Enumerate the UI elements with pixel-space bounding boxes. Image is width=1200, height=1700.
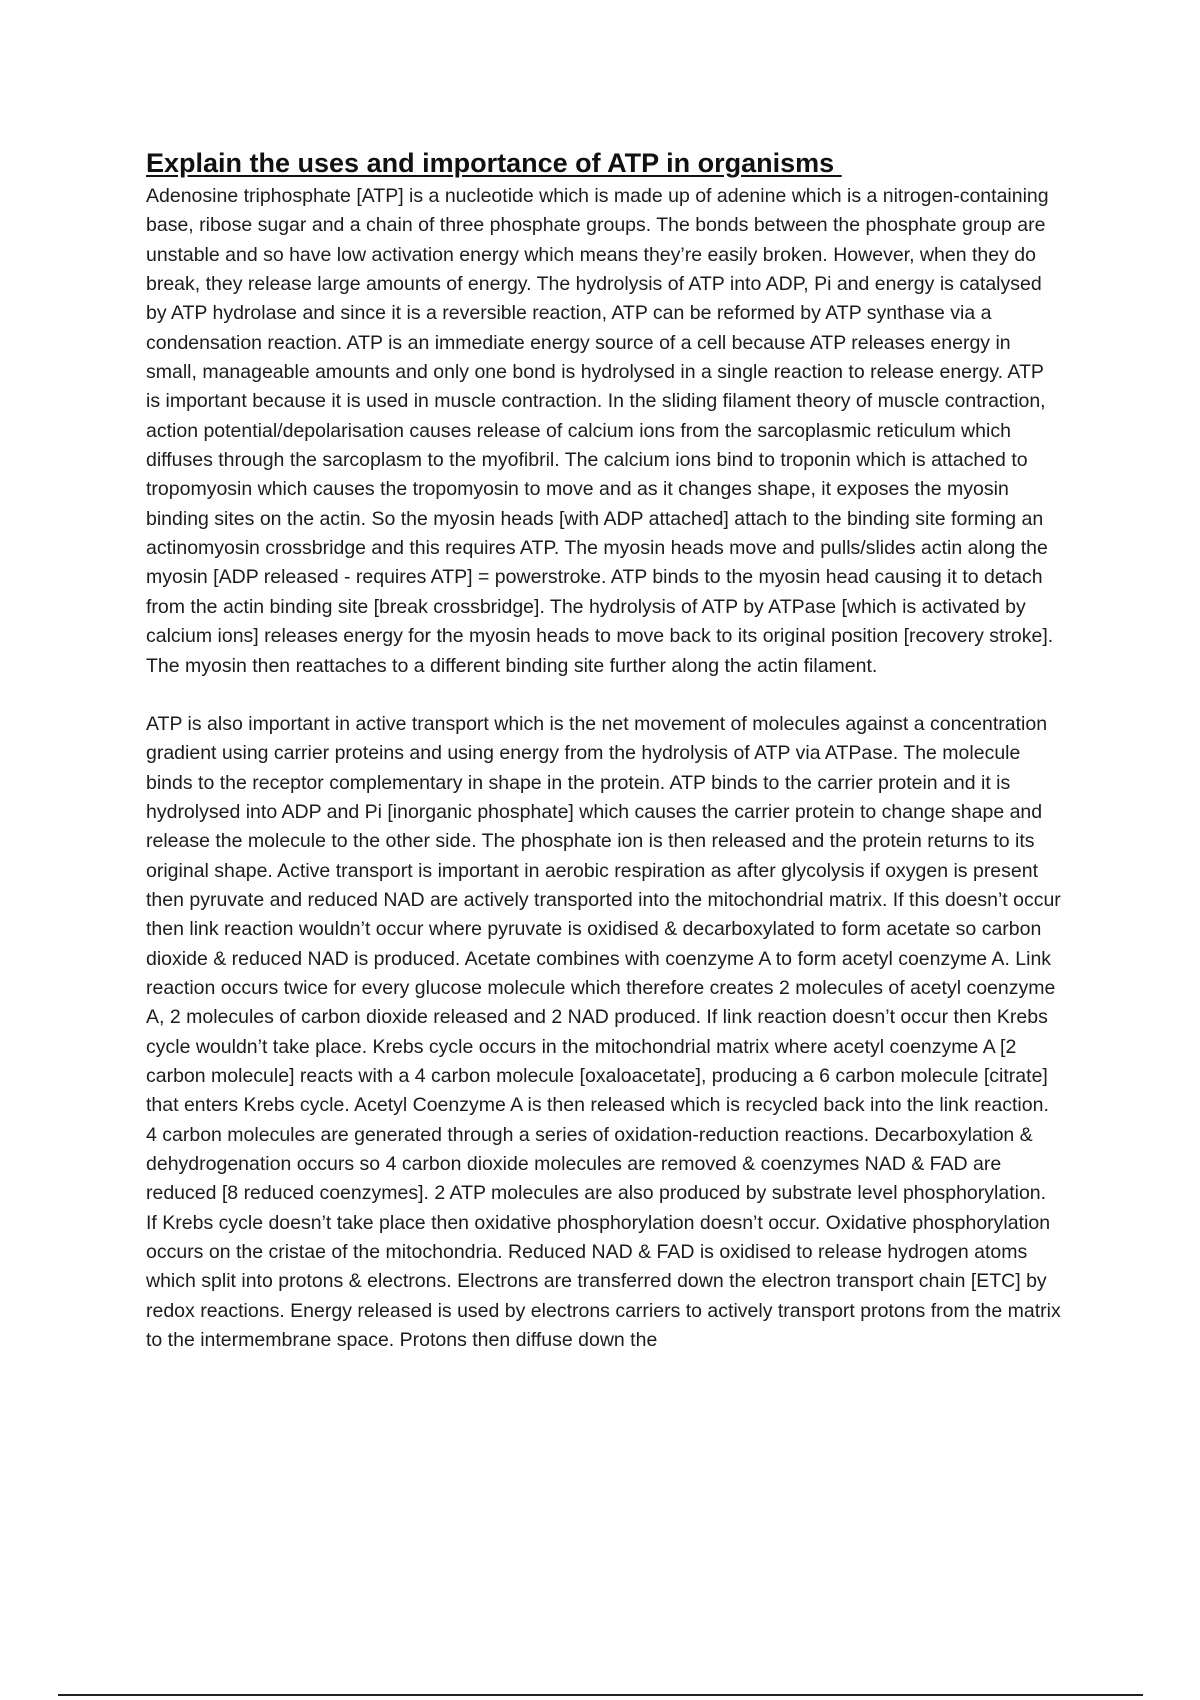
page-bottom-rule: [58, 1694, 1143, 1696]
paragraph-active-transport-and-respiration: ATP is also important in active transport which is the net movement of molecules against a concentration gradient using carrier proteins and using energy from the hydrolysis of ATP via ATPase. The molecule binds to the receptor complementary in shape in the protein. ATP binds to the carrier protein and it is hydrolysed into ADP and Pi [inorganic phosphate] which causes the carrier protein to change shape and release the molecule to the other side. The phosphate ion is then released and the protein returns to its original shape. Active transport is important in aerobic respiration as after glycolysis if oxygen is present then pyruvate and reduced NAD are actively transported into the mitochondrial matrix. If this doesn’t occur then link reaction wouldn’t occur where pyruvate is oxidised & decarboxylated to form acetate so carbon dioxide & reduced NAD is produced. Acetate combines with coenzyme A to form acetyl coenzyme A. Link reaction occurs twice for every glucose molecule which therefore creates 2 molecules of acetyl coenzyme A, 2 molecules of carbon dioxide released and 2 NAD produced. If link reaction doesn’t occur then Krebs cycle wouldn’t take place. Krebs cycle occurs in the mitochondrial matrix where acetyl coenzyme A [2 carbon molecule] reacts with a 4 carbon molecule [oxaloacetate], producing a 6 carbon molecule [citrate] that enters Krebs cycle. Acetyl Coenzyme A is then released which is recycled back into the link reaction. 4 carbon molecules are generated through a series of oxidation-reduction reactions. Decarboxylation & dehydrogenation occurs so 4 carbon dioxide molecules are removed & coenzymes NAD & FAD are reduced [8 reduced coenzymes]. 2 ATP molecules are also produced by substrate level phosphorylation. If Krebs cycle doesn’t take place then oxidative phosphorylation doesn’t occur. Oxidative phosphorylation occurs on the cristae of the mitochondria. Reduced NAD & FAD is oxidised to release hydrogen atoms which split into protons & electrons. Electrons are transferred down the electron transport chain [ETC] by redox reactions. Energy released is used by electrons carriers to actively transport protons from the matrix to the intermembrane space. Protons then diffuse down the: [146, 712, 1061, 1352]
document-body: [146, 146, 1062, 1355]
document-title: Explain the uses and importance of ATP in organisms: [146, 148, 842, 178]
paragraph-atp-structure-and-muscle-contraction: Adenosine triphosphate [ATP] is a nucleotide which is made up of adenine which is a nitrogen-containing base, ribose sugar and a chain of three phosphate groups. The bonds between the phosphate group are unstable and so have low activation energy which means they’re easily broken. However, when they do break, they release large amounts of energy. The hydrolysis of ATP into ADP, Pi and energy is catalysed by ATP hydrolase and since it is a reversible reaction, ATP can be reformed by ATP synthase via a condensation reaction. ATP is an immediate energy source of a cell because ATP releases energy in small, manageable amounts and only one bond is hydrolysed in a single reaction to release energy. ATP is important because it is used in muscle contraction. In the sliding filament theory of muscle contraction, action potential/depolarisation causes release of calcium ions from the sarcoplasmic reticulum which diffuses through the sarcoplasm to the myofibril. The calcium ions bind to troponin which is attached to tropomyosin which causes the tropomyosin to move and as it changes shape, it exposes the myosin binding sites on the actin. So the myosin heads [with ADP attached] attach to the binding site forming an actinomyosin crossbridge and this requires ATP. The myosin heads move and pulls/slides actin along the myosin [ADP released - requires ATP] = powerstroke. ATP binds to the myosin head causing it to detach from the actin binding site [break crossbridge]. The hydrolysis of ATP by ATPase [which is activated by calcium ions] releases energy for the myosin heads to move back to its original position [recovery stroke]. The myosin then reattaches to a different binding site further along the actin filament.: [146, 185, 1054, 677]
